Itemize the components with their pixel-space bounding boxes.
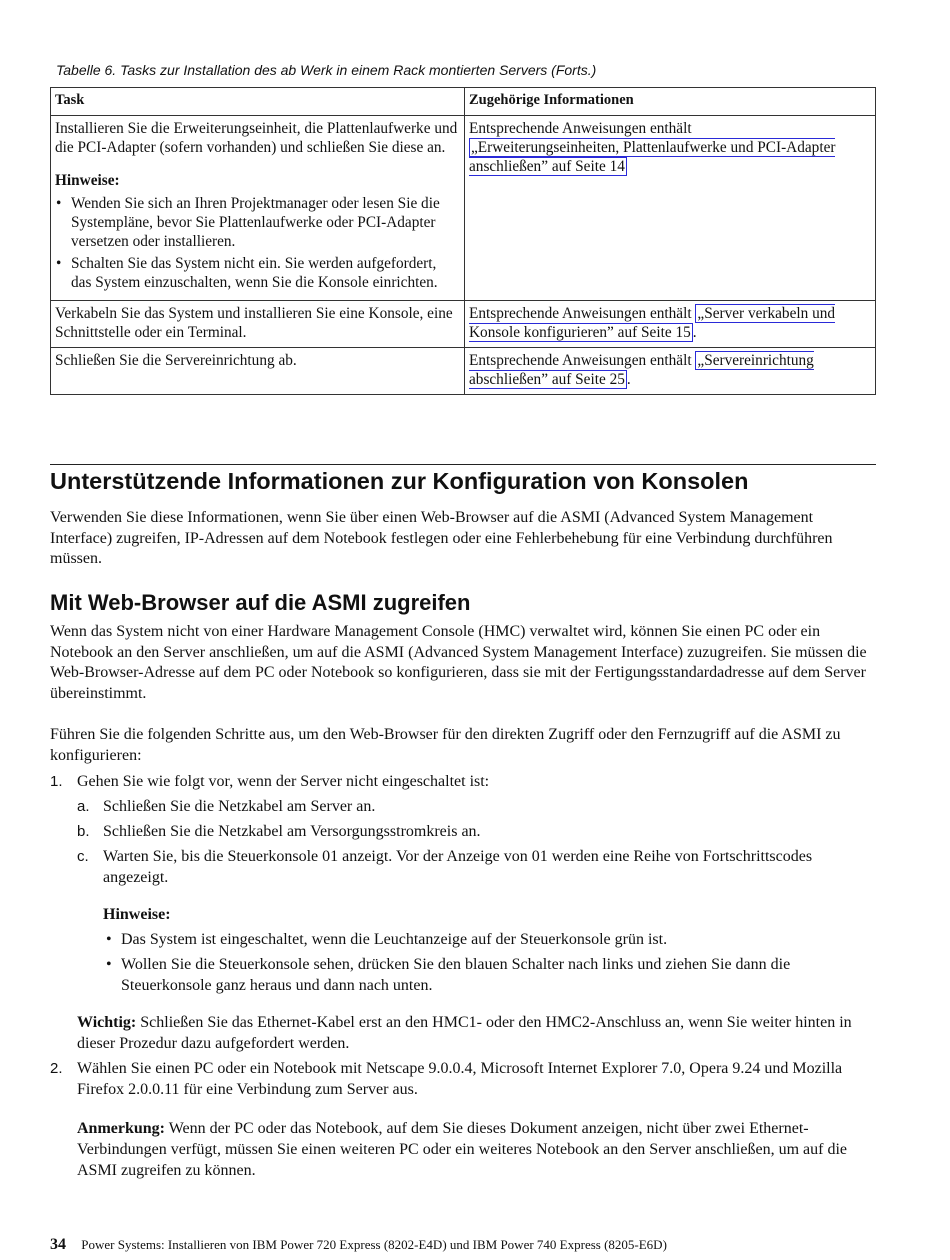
info-prefix: Entsprechende Anweisungen enthält <box>469 352 692 369</box>
substep-label: a. <box>77 798 90 815</box>
notes-title: Hinweise: <box>55 172 120 189</box>
info-cell <box>465 116 876 301</box>
important-note <box>77 1012 876 1054</box>
notes-box <box>103 904 876 996</box>
table-row <box>51 301 876 348</box>
subsection-paragraph: Wenn das System nicht von einer Hardware Management Console (HMC) verwaltet wird, können Sie einen PC oder ein Notebook an den Server anschließen, um auf die ASMI (Advanced System Management Interface) zuzugreifen. Sie müssen die Web-Browser-Adresse auf dem PC oder Notebook so konfigurieren, dass sie mit der Fertigungsstandardadresse auf dem Server übereinstimmt. <box>50 623 867 702</box>
header-task: Task <box>51 88 465 116</box>
step-text: Wählen Sie einen PC oder ein Notebook mit Netscape 9.0.0.4, Microsoft Internet Explorer 7.0, Opera 9.24 und Mozilla Firefox 2.0.0.11 für eine Verbindung zum Server aus. <box>77 1060 843 1098</box>
info-cell <box>465 301 876 348</box>
footer-text: Power Systems: Installieren von IBM Power 720 Express (8202-E4D) und IBM Power 740 Express (8205-E6D) <box>81 1237 667 1252</box>
substep-text: Schließen Sie die Netzkabel am Versorgungsstromkreis an. <box>103 823 481 840</box>
substep-label: b. <box>77 823 90 840</box>
steps-list <box>50 771 876 1181</box>
note-item: • Das System ist eingeschaltet, wenn die Leuchtanzeige auf der Steuerkonsole grün ist. <box>121 929 876 950</box>
task-cell <box>51 301 465 348</box>
table-row <box>51 348 876 395</box>
step-number: 1. <box>50 773 63 790</box>
notes-list <box>55 194 460 292</box>
substep-label: c. <box>77 848 89 865</box>
info-prefix: Entsprechende Anweisungen enthält <box>469 120 692 137</box>
substep-item <box>77 796 876 817</box>
substep-item <box>77 846 876 888</box>
info-suffix: . <box>626 371 631 388</box>
table-caption: Tabelle 6. Tasks zur Installation des ab Werk in einem Rack montierten Servers (Forts.) <box>56 62 597 78</box>
substep-text: Schließen Sie die Netzkabel am Server an. <box>103 798 376 815</box>
section-divider <box>50 464 876 465</box>
header-info: Zugehörige Informationen <box>465 88 876 116</box>
subsection-paragraph: Führen Sie die folgenden Schritte aus, um den Web-Browser für den direkten Zugriff oder den Fernzugriff auf die ASMI zu konfigurieren: <box>50 726 841 764</box>
cross-reference-link[interactable]: „Erweiterungseinheiten, Plattenlaufwerke und PCI-Adapter anschließen” auf Seite 14 <box>469 139 836 175</box>
notes-title: Hinweise: <box>103 906 171 923</box>
cross-reference-link[interactable]: „Servereinrichtung abschließen” auf Seite 25 <box>469 352 814 388</box>
task-text: Installieren Sie die Erweiterungseinheit, die Plattenlaufwerke und die PCI-Adapter (sofern vorhanden) und schließen Sie diese an. <box>55 120 458 156</box>
step-item <box>50 1058 876 1181</box>
notes-list <box>103 929 876 996</box>
tasks-table <box>50 87 876 395</box>
note-item: • Schalten Sie das System nicht ein. Sie werden aufgefordert, das System einzuschalten, wenn Sie die Konsole einrichten. <box>71 254 460 292</box>
task-cell <box>51 348 465 395</box>
substep-text: Warten Sie, bis die Steuerkonsole 01 anzeigt. Vor der Anzeige von 01 werden eine Reihe von Fortschrittscodes angezeigt. <box>103 848 813 886</box>
cross-reference-link[interactable]: „Server verkabeln und Konsole konfigurieren” auf Seite 15 <box>469 305 836 341</box>
note-item: • Wenden Sie sich an Ihren Projektmanager oder lesen Sie die Systempläne, bevor Sie Plattenlaufwerke oder PCI-Adapter versetzen oder installieren. <box>71 194 460 251</box>
remark-label: Anmerkung: <box>77 1120 166 1137</box>
step-item <box>50 771 876 1054</box>
substep-item <box>77 821 876 842</box>
important-text: Schließen Sie das Ethernet-Kabel erst an den HMC1- oder den HMC2-Anschluss an, wenn Sie weiter hinten in dieser Prozedur dazu aufgefordert werden. <box>77 1014 852 1052</box>
table-row <box>51 116 876 301</box>
info-prefix: Entsprechende Anweisungen enthält <box>469 305 692 322</box>
table-header-row <box>51 88 876 116</box>
subsection-title: Mit Web-Browser auf die ASMI zugreifen <box>50 590 471 615</box>
section-title: Unterstützende Informationen zur Konfiguration von Konsolen <box>50 468 749 494</box>
page-number: 34 <box>50 1236 66 1253</box>
section-intro: Verwenden Sie diese Informationen, wenn Sie über einen Web-Browser auf die ASMI (Advanced System Management Interface) zugreifen, IP-Adressen auf dem Notebook festlegen oder eine Fehlerbehebung für eine Verbindung durchführen müssen. <box>50 509 833 567</box>
note-item: • Wollen Sie die Steuerkonsole sehen, drücken Sie den blauen Schalter nach links und ziehen Sie dann die Steuerkonsole ganz heraus und dann nach unten. <box>121 954 876 996</box>
page-footer <box>50 1236 667 1254</box>
important-label: Wichtig: <box>77 1014 137 1031</box>
step-number: 2. <box>50 1060 63 1077</box>
info-cell <box>465 348 876 395</box>
remark-note <box>77 1118 876 1181</box>
task-text: Schließen Sie die Servereinrichtung ab. <box>55 352 297 369</box>
task-cell <box>51 116 465 301</box>
info-suffix: . <box>692 324 697 341</box>
remark-text: Wenn der PC oder das Notebook, auf dem Sie dieses Dokument anzeigen, nicht über zwei Ethernet-Verbindungen verfügt, müssen Sie einen weiteren PC oder ein weiteres Notebook an den Server anschließen, um auf die ASMI zugreifen zu können. <box>77 1120 847 1179</box>
step-text: Gehen Sie wie folgt vor, wenn der Server nicht eingeschaltet ist: <box>77 773 490 790</box>
task-text: Verkabeln Sie das System und installieren Sie eine Konsole, eine Schnittstelle oder ein Terminal. <box>55 305 453 341</box>
